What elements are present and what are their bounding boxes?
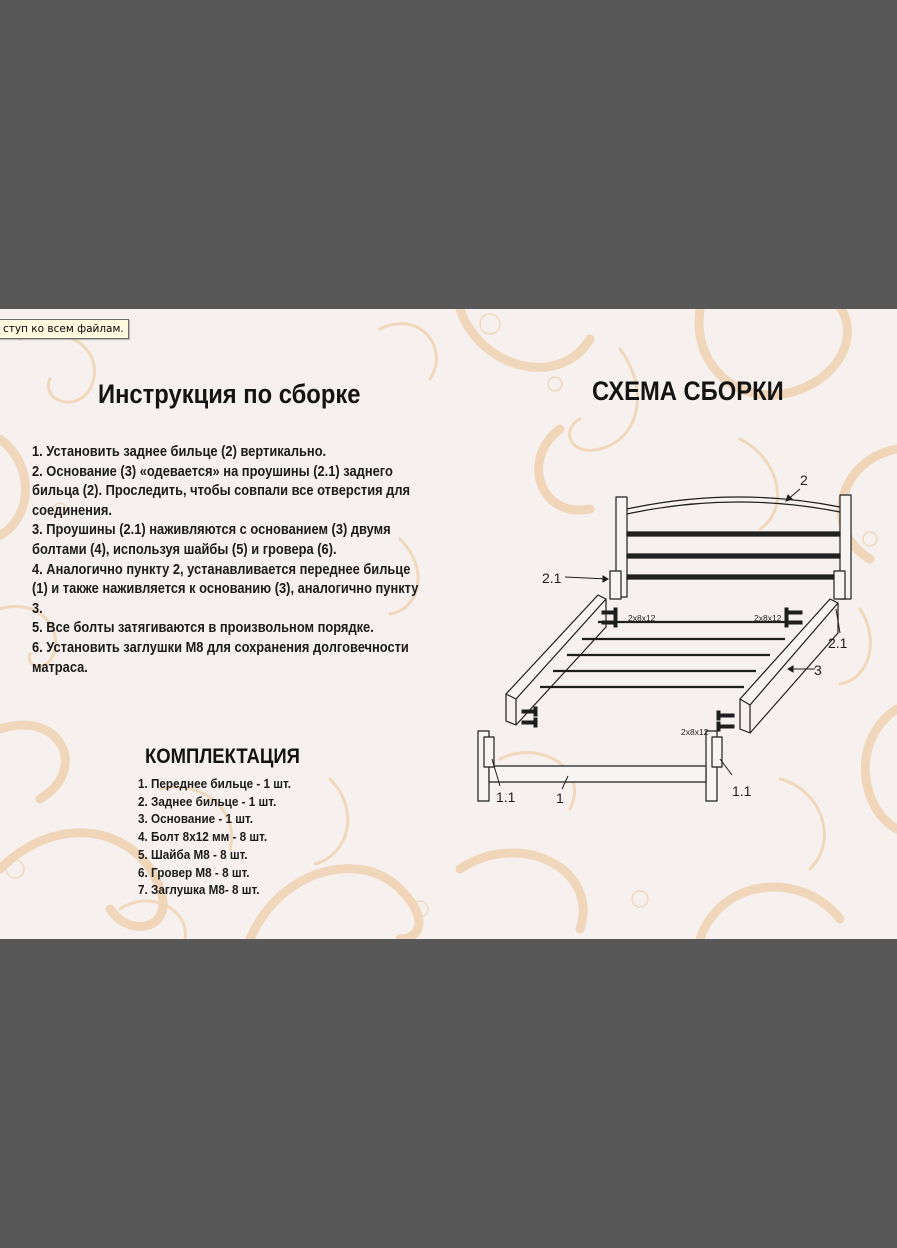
kit-item: 7. Заглушка М8- 8 шт. — [138, 882, 260, 898]
label-bolts-bottom: 2x8x12 — [681, 727, 709, 737]
kit-item: 2. Заднее бильце - 1 шт. — [138, 793, 277, 809]
bed-assembly-diagram — [470, 459, 890, 819]
bolts-middle-left — [522, 707, 537, 727]
bolts-top-left — [602, 608, 617, 627]
label-footboard: 1 — [556, 790, 564, 806]
label-bolts-top-left: 2x8x12 — [628, 613, 656, 623]
foot-lug-right — [712, 737, 722, 767]
instruction-title: Инструкция по сборке — [98, 379, 361, 409]
side-rail-left — [506, 595, 606, 699]
step-6: 6. Установить заглушки М8 для сохранения долговечности матраса. — [32, 639, 409, 676]
label-lug-left: 2.1 — [542, 570, 562, 586]
kit-list — [138, 775, 308, 899]
assembly-steps — [32, 443, 452, 678]
kit-item: 4. Болт 8х12 мм - 8 шт. — [138, 829, 268, 845]
step-4: 4. Аналогично пункту 2, устанавливается переднее бильце (1) и также наживляется к основанию (3), аналогично пункту 3. — [32, 561, 419, 617]
step-1: 1. Установить заднее бильце (2) вертикально. — [32, 444, 327, 460]
label-bolts-top-right: 2x8x12 — [754, 613, 782, 623]
kit-item: 5. Шайба М8 - 8 шт. — [138, 846, 248, 862]
lug-left — [610, 571, 621, 599]
kit-item: 3. Основание - 1 шт. — [138, 811, 254, 827]
label-foot-lug-left: 1.1 — [496, 789, 516, 805]
foot-lug-left — [484, 737, 494, 767]
label-frame: 3 — [814, 662, 822, 678]
step-2: 2. Основание (3) «одевается» на проушины (2.1) заднего бильца (2). Проследить, чтобы совпали все отверстия для соединения. — [32, 463, 411, 519]
bolts-bottom-right — [717, 711, 734, 731]
kit-title: КОМПЛЕКТАЦИЯ — [145, 745, 300, 768]
label-headboard: 2 — [800, 472, 808, 488]
kit-item: 1. Переднее бильце - 1 шт. — [138, 776, 291, 791]
kit-item: 6. Гровер М8 - 8 шт. — [138, 864, 250, 880]
step-5: 5. Все болты затягиваются в произвольном порядке. — [32, 620, 374, 637]
bolts-top-right — [785, 608, 802, 627]
document-spread — [0, 309, 897, 939]
lug-right — [834, 571, 845, 599]
footboard-rail — [489, 766, 706, 782]
tooltip: ступ ко всем файлам. — [0, 319, 129, 339]
label-foot-lug-right: 1.1 — [732, 783, 752, 799]
scheme-title: СХЕМА СБОРКИ — [592, 376, 784, 406]
step-3: 3. Проушины (2.1) наживляются с основанием (3) двумя болтами (4), используя шайбы (5) и гровера (6). — [32, 522, 391, 558]
label-lug-right: 2.1 — [828, 635, 848, 651]
